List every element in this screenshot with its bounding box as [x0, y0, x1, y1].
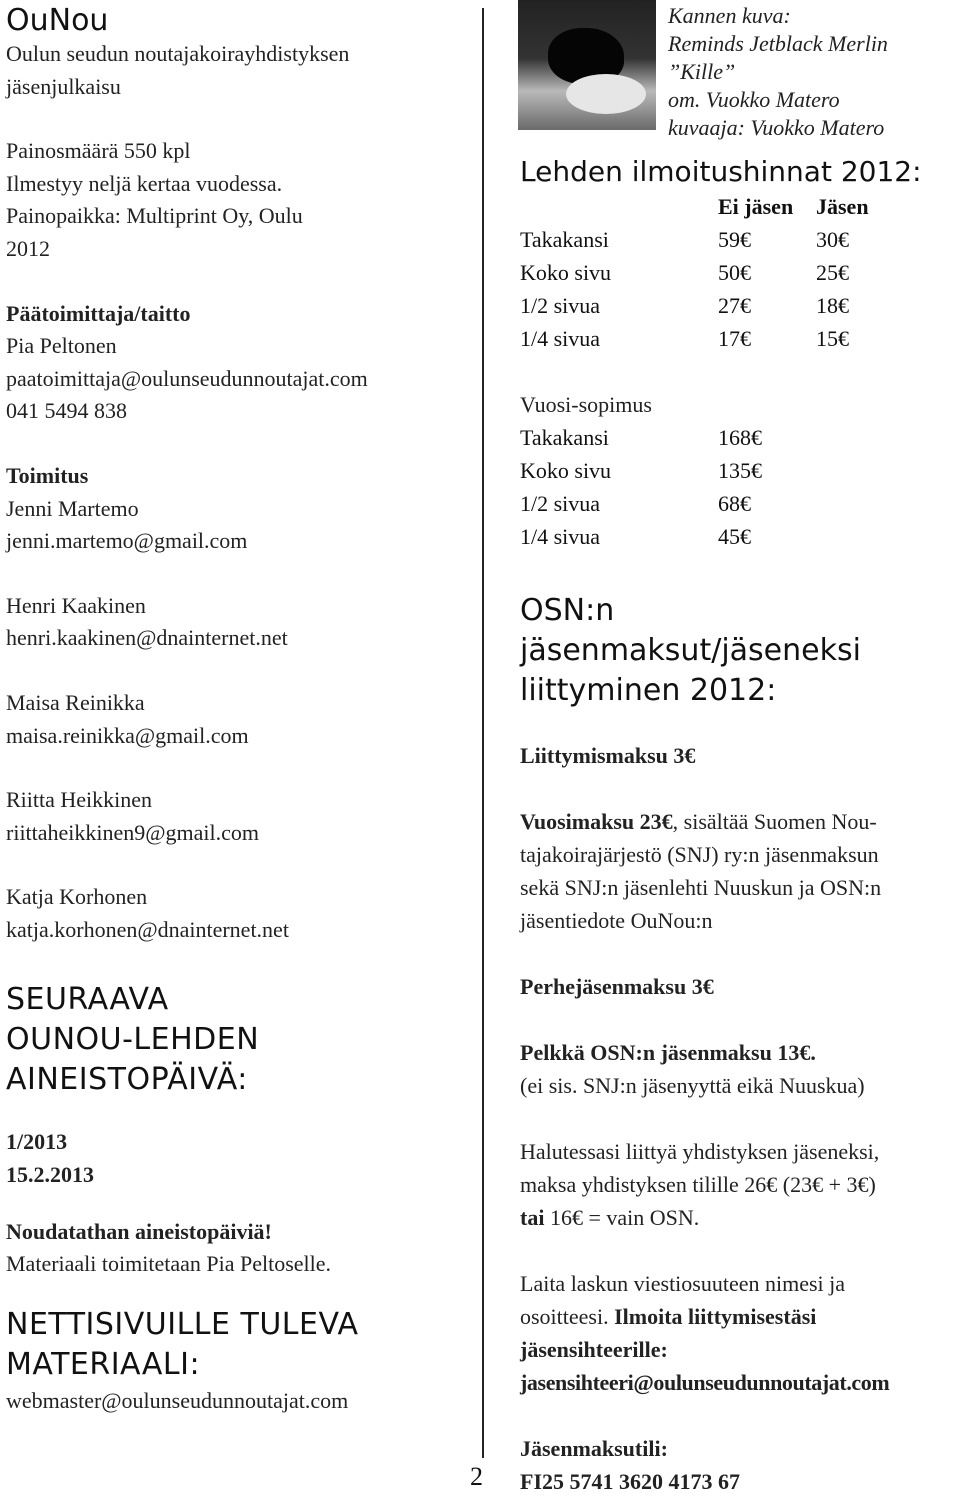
annual-price: 168€ [718, 424, 762, 450]
table-row [520, 223, 869, 256]
member-name: Maisa Reinikka [6, 689, 145, 715]
caption-line: Reminds Jetblack Merlin ”Kille” [668, 31, 888, 84]
deadline-note: Materiaali toimitetaan Pia Peltoselle. [6, 1251, 332, 1277]
table-header-row [520, 190, 869, 223]
member-email[interactable]: katja.korhonen@dnainternet.net [6, 916, 289, 942]
nonmember-price: 50€ [718, 259, 751, 285]
web-email[interactable]: webmaster@oulunseudunnoutajat.com [6, 1387, 349, 1413]
row-label: Koko sivu [520, 457, 612, 483]
row-label: Koko sivu [520, 259, 612, 285]
nonmember-price: 59€ [718, 226, 751, 252]
member-price: 15€ [816, 325, 849, 351]
next-issue-heading-1: SEURAAVA [6, 982, 169, 1018]
print-info-4: 2012 [6, 235, 50, 261]
annual-title: Vuosi-sopimus [520, 392, 652, 417]
table-row [520, 454, 762, 487]
membership-heading-1: OSN:n jäsenmaksut/jäseneksi [520, 593, 861, 668]
row-label: 1/2 sivua [520, 490, 601, 516]
price-table [520, 190, 869, 355]
left-column [6, 0, 466, 1417]
cover-photo [518, 0, 656, 130]
subtitle-line-1: Oulun seudun noutajakoirayhdistyksen [6, 41, 350, 66]
photo-caption [668, 2, 960, 142]
next-issue-heading-3: AINEISTOPÄIVÄ: [6, 1062, 248, 1098]
annual-price: 135€ [718, 457, 762, 483]
member-name: Henri Kaakinen [6, 592, 146, 618]
deadline-note-bold: Noudatathan aineistopäiviä! [6, 1218, 272, 1244]
annual-fee-rest: , sisältää Suomen Nou- [672, 809, 877, 834]
family-fee: Perhejäsenmaksu 3€ [520, 974, 714, 999]
annual-fee-line: tajakoirajärjestö (SNJ) ry:n jäsenmaksun [520, 842, 879, 867]
member-price: 30€ [816, 226, 849, 252]
nonmember-price: 27€ [718, 292, 751, 318]
row-label: 1/2 sivua [520, 292, 601, 318]
caption-line: Kannen kuva: [668, 3, 791, 28]
join-tai-rest: 16€ = vain OSN. [544, 1205, 700, 1230]
account-number: FI25 5741 3620 4173 67 [520, 1469, 740, 1494]
subtitle-line-2: jäsenjulkaisu [6, 73, 121, 99]
member-email[interactable]: jenni.martemo@gmail.com [6, 528, 248, 554]
annual-fee-line [520, 805, 960, 838]
brand-title: OuNou [6, 3, 109, 38]
member-name: Jenni Martemo [6, 495, 139, 521]
member-email[interactable]: henri.kaakinen@dnainternet.net [6, 625, 288, 651]
row-label: 1/4 sivua [520, 325, 601, 351]
issue-number: 1/2013 [6, 1129, 68, 1155]
join-fee: Liittymismaksu 3€ [520, 743, 696, 768]
join-instructions: Halutessasi liittyä yhdistyksen jäseneksi, [520, 1139, 880, 1164]
member-email[interactable]: maisa.reinikka@gmail.com [6, 722, 249, 748]
row-label: Takakansi [520, 226, 609, 252]
member-price: 18€ [816, 292, 849, 318]
print-info-1: Painosmäärä 550 kpl [6, 138, 191, 164]
issue-date: 15.2.2013 [6, 1162, 94, 1188]
editor-phone: 041 5494 838 [6, 398, 127, 424]
join-instructions: maksa yhdistyksen tilille 26€ (23€ + 3€) [520, 1172, 876, 1197]
member-name: Riitta Heikkinen [6, 787, 153, 813]
right-column [520, 154, 960, 1498]
col-member: Jäsen [816, 193, 869, 219]
caption-line: om. Vuokko Matero [668, 87, 840, 112]
member-price: 25€ [816, 259, 849, 285]
membership-heading-2: liittyminen 2012: [520, 673, 777, 708]
annual-price: 68€ [718, 490, 751, 516]
web-heading-1: NETTISIVUILLE TULEVA [6, 1306, 359, 1342]
nonmember-price: 17€ [718, 325, 751, 351]
column-divider [482, 8, 484, 1458]
toimitus-title: Toimitus [6, 462, 89, 488]
member-name: Katja Korhonen [6, 884, 148, 910]
secretary-label: jäsensihteerille: [520, 1337, 668, 1362]
annual-price: 45€ [718, 523, 751, 549]
prices-heading: Lehden ilmoitushinnat 2012: [520, 155, 922, 188]
invoice-line: Laita laskun viestiosuuteen nimesi ja [520, 1271, 846, 1296]
row-label: 1/4 sivua [520, 523, 601, 549]
table-row [520, 289, 869, 322]
annual-fee-bold: Vuosimaksu 23€ [520, 809, 673, 834]
table-row [520, 421, 762, 454]
join-tai: tai [520, 1205, 545, 1230]
osn-only-fee: Pelkkä OSN:n jäsenmaksu 13€. [520, 1040, 816, 1065]
pillow-shape [566, 74, 646, 114]
annual-fee-line: jäsentiedote OuNou:n [520, 908, 713, 933]
annual-fee-line: sekä SNJ:n jäsenlehti Nuuskun ja OSN:n [520, 875, 882, 900]
table-row [520, 256, 869, 289]
secretary-email[interactable]: jasensihteeri@oulunseudunnoutajat.com [520, 1370, 890, 1395]
account-title: Jäsenmaksutili: [520, 1436, 668, 1461]
web-heading-2: MATERIAALI: [6, 1346, 201, 1382]
osn-only-note: (ei sis. SNJ:n jäsenyyttä eikä Nuuskua) [520, 1073, 865, 1098]
table-row [520, 487, 762, 520]
page-number: 2 [470, 1462, 483, 1491]
annual-price-table [520, 421, 762, 553]
col-nonmember: Ei jäsen [718, 193, 794, 219]
invoice-line [520, 1300, 960, 1333]
next-issue-heading-2: OUNOU-LEHDEN [6, 1022, 260, 1058]
invoice-bold: Ilmoita liittymisestäsi [614, 1304, 817, 1329]
table-row [520, 520, 762, 553]
row-label: Takakansi [520, 424, 609, 450]
editor-title: Päätoimittaja/taitto [6, 300, 191, 326]
print-info-2: Ilmestyy neljä kertaa vuodessa. [6, 170, 283, 196]
print-info-3: Painopaikka: Multiprint Oy, Oulu [6, 203, 303, 229]
join-instructions [520, 1201, 960, 1234]
invoice-plain: osoitteesi. [520, 1304, 615, 1329]
table-row [520, 322, 869, 355]
editor-name: Pia Peltonen [6, 333, 117, 359]
member-email[interactable]: riittaheikkinen9@gmail.com [6, 819, 260, 845]
editor-email[interactable]: paatoimittaja@oulunseudunnoutajat.com [6, 365, 368, 391]
caption-line: kuvaaja: Vuokko Matero [668, 115, 885, 140]
